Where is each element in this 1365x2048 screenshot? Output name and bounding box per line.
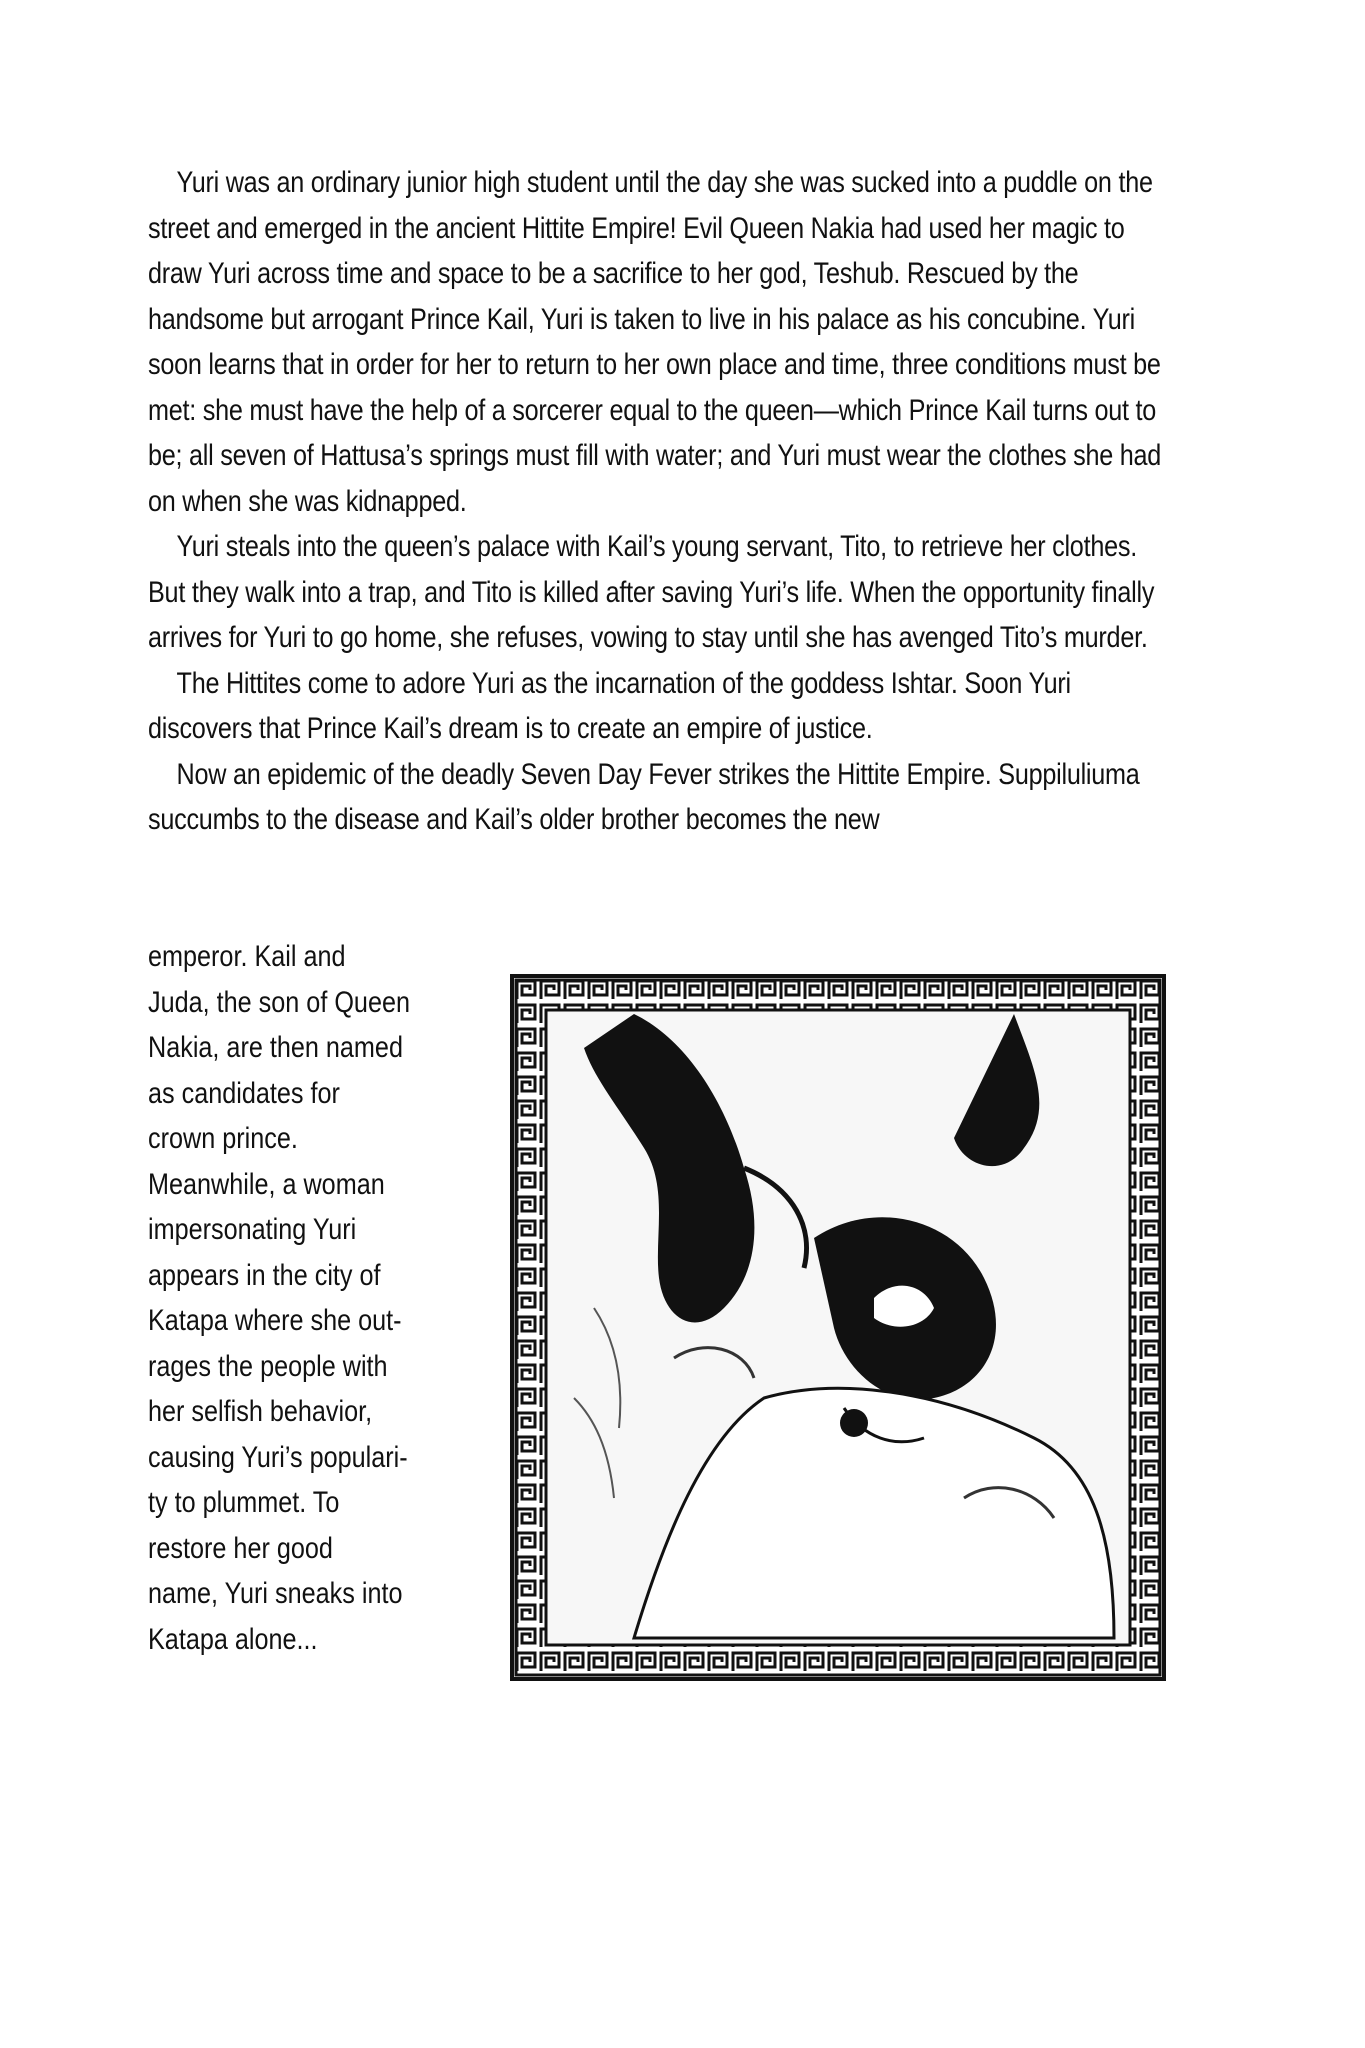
summary-text bbox=[148, 160, 1162, 843]
summary-paragraph-4: Now an epidemic of the deadly Seven Day Fever strikes the Hittite Empire. Suppiluliuma succumbs to the disease and Kail’s older brother becomes the new bbox=[148, 757, 1140, 836]
summary-paragraph-2: Yuri steals into the queen’s palace with Kail’s young servant, Tito, to retrieve her clothes. But they walk into a trap, and Tito is killed after saving Yuri’s life. When the opportunity finally arrives for Yuri to go home, she refuses, vowing to stay until she has avenged Tito’s murder. bbox=[148, 530, 1155, 654]
side-column-text bbox=[148, 934, 411, 1662]
side-line: Katapa alone... bbox=[148, 1622, 318, 1656]
side-line: crown prince. bbox=[148, 1122, 298, 1155]
side-line: appears in the city of bbox=[148, 1258, 381, 1292]
summary-paragraph-1: Yuri was an ordinary junior high student until the day she was sucked into a puddle on the street and emerged in the ancient Hittite Empire! Evil Queen Nakia had used her magic to draw Yuri across time and space to be a sacrifice to her god, Teshub. Rescued by the handsome but arrogant Prince Kail, Yuri is taken to live in his palace as his concubine. Yuri soon learns that in order for her to return to her own place and time, three conditions must be met: she must have the help of a sorcerer equal to the queen—which Prince Kail turns out to be; all seven of Hattusa’s springs must fill with water; and Yuri must wear the clothes she had on when she was kidnapped. bbox=[148, 166, 1162, 518]
side-line: Juda, the son of Queen bbox=[148, 985, 411, 1019]
side-line: impersonating Yuri bbox=[148, 1213, 357, 1246]
side-line: Nakia, are then named bbox=[148, 1031, 403, 1064]
side-line: ty to plummet. To bbox=[148, 1486, 340, 1519]
side-line: her selfish behavior, bbox=[148, 1395, 373, 1428]
greek-key-border bbox=[514, 978, 1162, 1677]
framed-illustration bbox=[510, 974, 1166, 1681]
side-line: name, Yuri sneaks into bbox=[148, 1577, 403, 1610]
side-line: rages the people with bbox=[148, 1349, 388, 1383]
side-line: as candidates for bbox=[148, 1076, 340, 1110]
side-line: causing Yuri’s populari- bbox=[148, 1440, 408, 1474]
side-line: Katapa where she out- bbox=[148, 1304, 402, 1337]
side-line: Meanwhile, a woman bbox=[148, 1167, 385, 1201]
summary-paragraph-3: The Hittites come to adore Yuri as the incarnation of the goddess Ishtar. Soon Yuri discovers that Prince Kail’s dream is to create an empire of justice. bbox=[148, 666, 1071, 745]
side-line: restore her good bbox=[148, 1531, 333, 1565]
side-line: emperor. Kail and bbox=[148, 940, 346, 973]
